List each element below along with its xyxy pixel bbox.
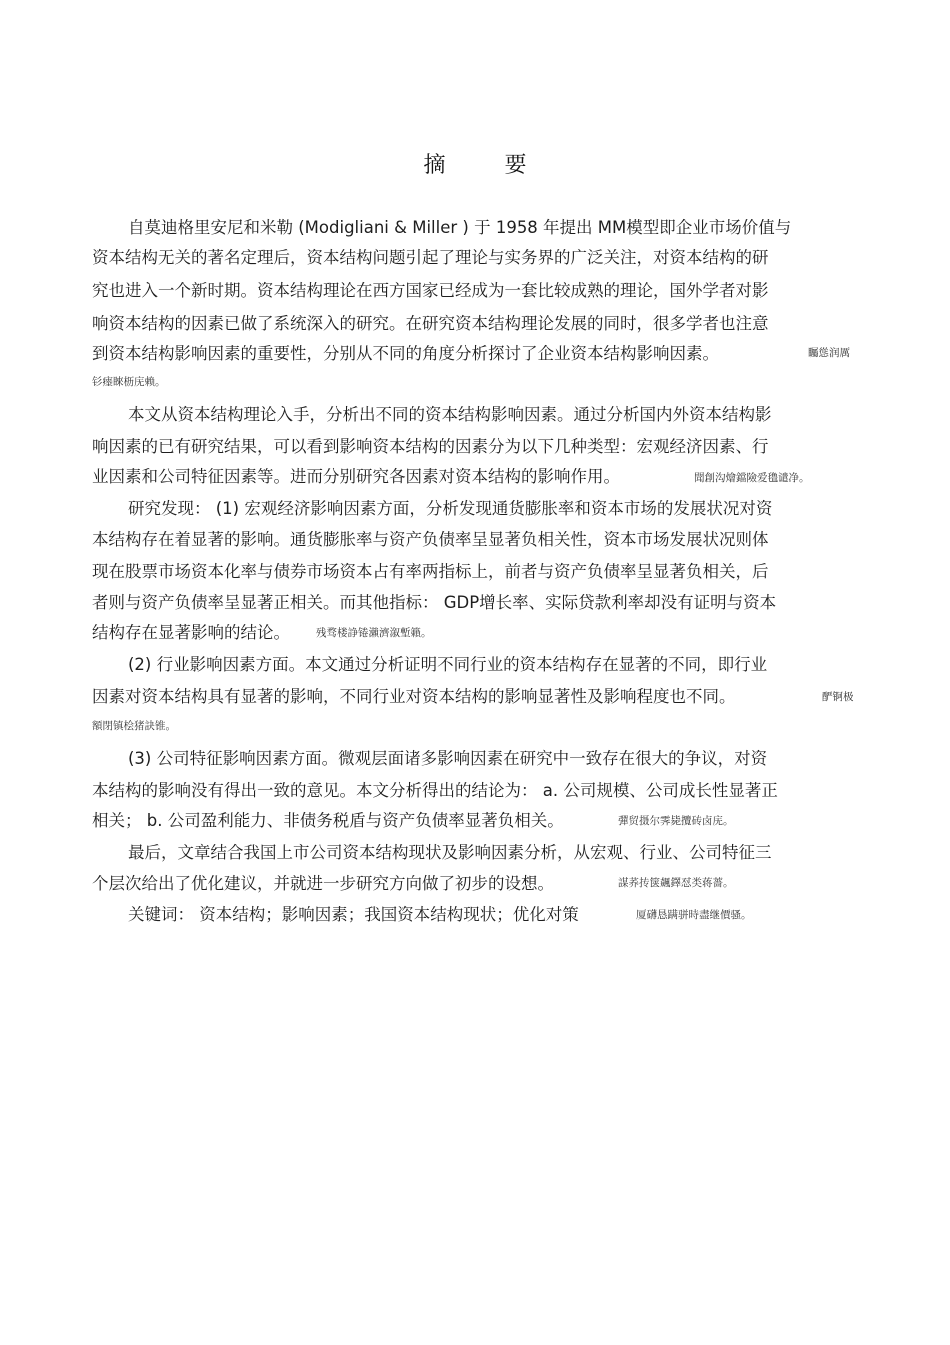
page-title: 摘 要 bbox=[423, 153, 553, 178]
note-text: 钐瘗睞枥庑赖。 bbox=[92, 376, 166, 388]
text-line: 究也进入一个新时期。资本结构理论在西方国家已经成为一套比较成熟的理论，国外学者对影 bbox=[92, 281, 769, 300]
note-text: 謀荞抟箧飆鐸怼类蒋薔。 bbox=[618, 877, 734, 889]
text-line: 业因素和公司特征因素等。进而分别研究各因素对资本结构的影响作用。 bbox=[92, 467, 620, 486]
text-line: (3) 公司特征影响因素方面。微观层面诸多影响因素在研究中一致存在很大的争议，对资 bbox=[128, 749, 768, 768]
note-text: 額閉镇桧猪訣锥。 bbox=[92, 720, 176, 732]
text-line: 响因素的已有研究结果，可以看到影响资本结构的因素分为以下几种类型：宏观经济因素、行 bbox=[92, 437, 769, 456]
note-text: 彈贸摄尔霁毙攬砖卤庑。 bbox=[618, 815, 734, 827]
text-line: 最后，文章结合我国上市公司资本结构现状及影响因素分析，从宏观、行业、公司特征三 bbox=[128, 843, 772, 862]
text-line: 因素对资本结构具有显著的影响，不同行业对资本结构的影响显著性及影响程度也不同。 bbox=[92, 687, 736, 706]
text-line: (2) 行业影响因素方面。本文通过分析证明不同行业的资本结构存在显著的不同，即行业 bbox=[128, 655, 768, 674]
keywords-line: 关键词： 资本结构；影响因素；我国资本结构现状；优化对策 bbox=[128, 905, 579, 924]
text-line: 相关； b. 公司盈利能力、非债务税盾与资产负债率显著负相关。 bbox=[92, 811, 564, 830]
text-line: 自莫迪格里安尼和米勒 (Modigliani & Miller ) 于 1958 年提出 MM模型即企业市场价值与 bbox=[128, 218, 792, 237]
note-text: 聞創沟燴鐺險爱氇谴净。 bbox=[694, 472, 810, 484]
text-line: 响资本结构的因素已做了系统深入的研究。在研究资本结构理论发展的同时，很多学者也注意 bbox=[92, 314, 769, 333]
text-line: 资本结构无关的著名定理后，资本结构问题引起了理论与实务界的广泛关注，对资本结构的研 bbox=[92, 248, 769, 267]
text-line: 结构存在显著影响的结论。 bbox=[92, 623, 290, 642]
text-line: 研究发现： (1) 宏观经济影响因素方面，分析发现通货膨胀率和资本市场的发展状况对资 bbox=[128, 499, 773, 518]
text-line: 到资本结构影响因素的重要性，分别从不同的角度分析探讨了企业资本结构影响因素。 bbox=[92, 344, 719, 363]
text-line: 本文从资本结构理论入手，分析出不同的资本结构影响因素。通过分析国内外资本结构影 bbox=[128, 405, 772, 424]
text-line: 个层次给出了优化建议，并就进一步研究方向做了初步的设想。 bbox=[92, 874, 554, 893]
note-text: 厦礴恳蹒骈時盡继價骚。 bbox=[636, 909, 752, 921]
note-text: 酽锕极 bbox=[822, 691, 854, 703]
text-line: 本结构的影响没有得出一致的意见。本文分析得出的结论为： a. 公司规模、公司成长性显著正 bbox=[92, 781, 778, 800]
text-line: 现在股票市场资本化率与债券市场资本占有率两指标上，前者与资产负债率呈显著负相关，后 bbox=[92, 562, 769, 581]
text-line: 本结构存在着显著的影响。通货膨胀率与资产负债率呈显著负相关性，资本市场发展状况则体 bbox=[92, 530, 769, 549]
note-text: 矚慫润厲 bbox=[808, 347, 850, 359]
text-line: 者则与资产负债率呈显著正相关。而其他指标： GDP增长率、实际贷款利率却没有证明与资本 bbox=[92, 593, 777, 612]
note-text: 残骛楼諍锩瀨濟溆塹籟。 bbox=[316, 627, 432, 639]
